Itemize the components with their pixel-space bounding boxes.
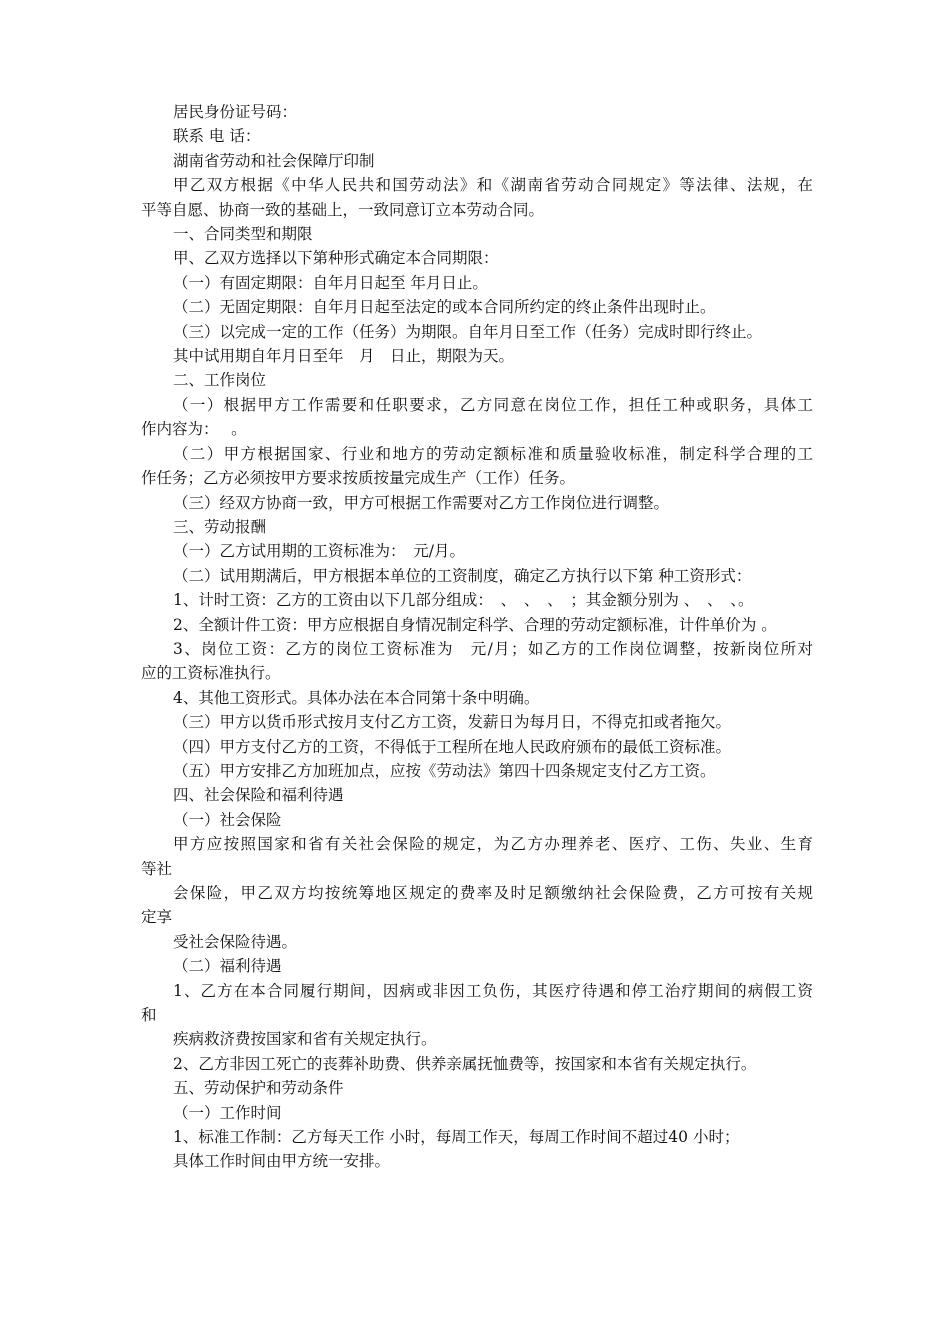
text-line: 受社会保险待遇。 [173, 932, 298, 951]
text-line: 作任务；乙方必须按甲方要求按质按量完成生产（工作）任务。 [141, 469, 576, 488]
text-line: 2、全额计件工资：甲方应根据自身情况制定科学、合理的劳动定额标准，计件单价为 。 [173, 615, 777, 634]
text-line: （三）经双方协商一致，甲方可根据工作需要对乙方工作岗位进行调整。 [173, 493, 670, 512]
text-line: 等社 [141, 859, 173, 878]
text-line: 甲、乙双方选择以下第种形式确定本合同期限： [173, 249, 499, 268]
text-line: （三）甲方以货币形式按月支付乙方工资，发薪日为每月日，不得克扣或者拖欠。 [173, 713, 732, 732]
text-line: （一）工作时间 [173, 1103, 282, 1122]
text-line: （一）乙方试用期的工资标准为： 元/月。 [173, 542, 465, 561]
text-line: 4、其他工资形式。具体办法在本合同第十条中明确。 [173, 688, 540, 707]
text-line: 湖南省劳动和社会保障厅印制 [173, 151, 375, 170]
text-line: （五）甲方安排乙方加班加点，应按《劳动法》第四十四条规定支付乙方工资。 [173, 761, 716, 780]
text-line: 具体工作时间由甲方统一安排。 [173, 1152, 391, 1171]
text-line: 五、劳动保护和劳动条件 [173, 1079, 344, 1098]
text-line: 和 [141, 1006, 157, 1025]
text-line: 四、社会保险和福利待遇 [173, 786, 344, 805]
text-line: 会保险，甲乙双方均按统筹地区规定的费率及时足额缴纳社会保险费，乙方可按有关规 [173, 884, 813, 902]
text-line: （一）有固定期限：自年月日起至 年月日止。 [173, 273, 488, 292]
text-line: 居民身份证号码： [173, 103, 298, 121]
text-line: （二）甲方根据国家、行业和地方的劳动定额标准和质量验收标准，制定科学合理的工 [173, 444, 813, 463]
text-line: 3、岗位工资：乙方的岗位工资标准为 元/月；如乙方的工作岗位调整，按新岗位所对 [173, 639, 813, 658]
text-line: （三）以完成一定的工作（任务）为期限。自年月日至工作（任务）完成时即行终止。 [173, 322, 763, 341]
document-page [141, 100, 813, 1174]
text-line: 其中试用期自年月日至年 月 日止，期限为天。 [173, 347, 515, 366]
text-line: 三、劳动报酬 [173, 517, 267, 536]
text-line: （一）根据甲方工作需要和任职要求，乙方同意在岗位工作，担任工种或职务，具体工 [173, 395, 813, 414]
text-line: 定享 [141, 908, 173, 927]
text-line: （四）甲方支付乙方的工资，不得低于工程所在地人民政府颁布的最低工资标准。 [173, 737, 732, 756]
text-line: 1、乙方在本合同履行期间，因病或非因工负伤，其医疗待遇和停工治疗期间的病假工资 [173, 981, 813, 1000]
text-line: 甲方应按照国家和省有关社会保险的规定，为乙方办理养老、医疗、工伤、失业、生育 [173, 835, 813, 854]
text-line: 1、计时工资：乙方的工资由以下几部分组成： 、 、 、 ；其金额分别为 、 、 、。 [173, 591, 754, 610]
text-line: 联系 电 话： [173, 127, 261, 146]
text-line: 2、乙方非因工死亡的丧葬补助费、供养亲属抚恤费等，按国家和本省有关规定执行。 [173, 1054, 757, 1073]
text-line: 平等自愿、协商一致的基础上，一致同意订立本劳动合同。 [141, 200, 545, 219]
text-line: 二、工作岗位 [173, 371, 267, 390]
text-line: 疾病救济费按国家和省有关规定执行。 [173, 1030, 437, 1049]
text-line: 甲乙双方根据《中华人民共和国劳动法》和《湖南省劳动合同规定》等法律、法规，在 [173, 176, 813, 195]
text-line: （二）试用期满后，甲方根据本单位的工资制度，确定乙方执行以下第 种工资形式： [173, 566, 752, 585]
text-line: （一）社会保险 [173, 810, 282, 829]
text-line: （二）福利待遇 [173, 957, 282, 976]
text-line: 作内容为： 。 [141, 420, 247, 439]
text-line: 应的工资标准执行。 [141, 664, 281, 683]
text-line: （二）无固定期限：自年月日起至法定的或本合同所约定的终止条件出现时止。 [173, 298, 716, 317]
text-line: 一、合同类型和期限 [173, 225, 313, 244]
text-line: 1、标准工作制：乙方每天工作 小时，每周工作天，每周工作时间不超过40 小时； [173, 1128, 740, 1147]
